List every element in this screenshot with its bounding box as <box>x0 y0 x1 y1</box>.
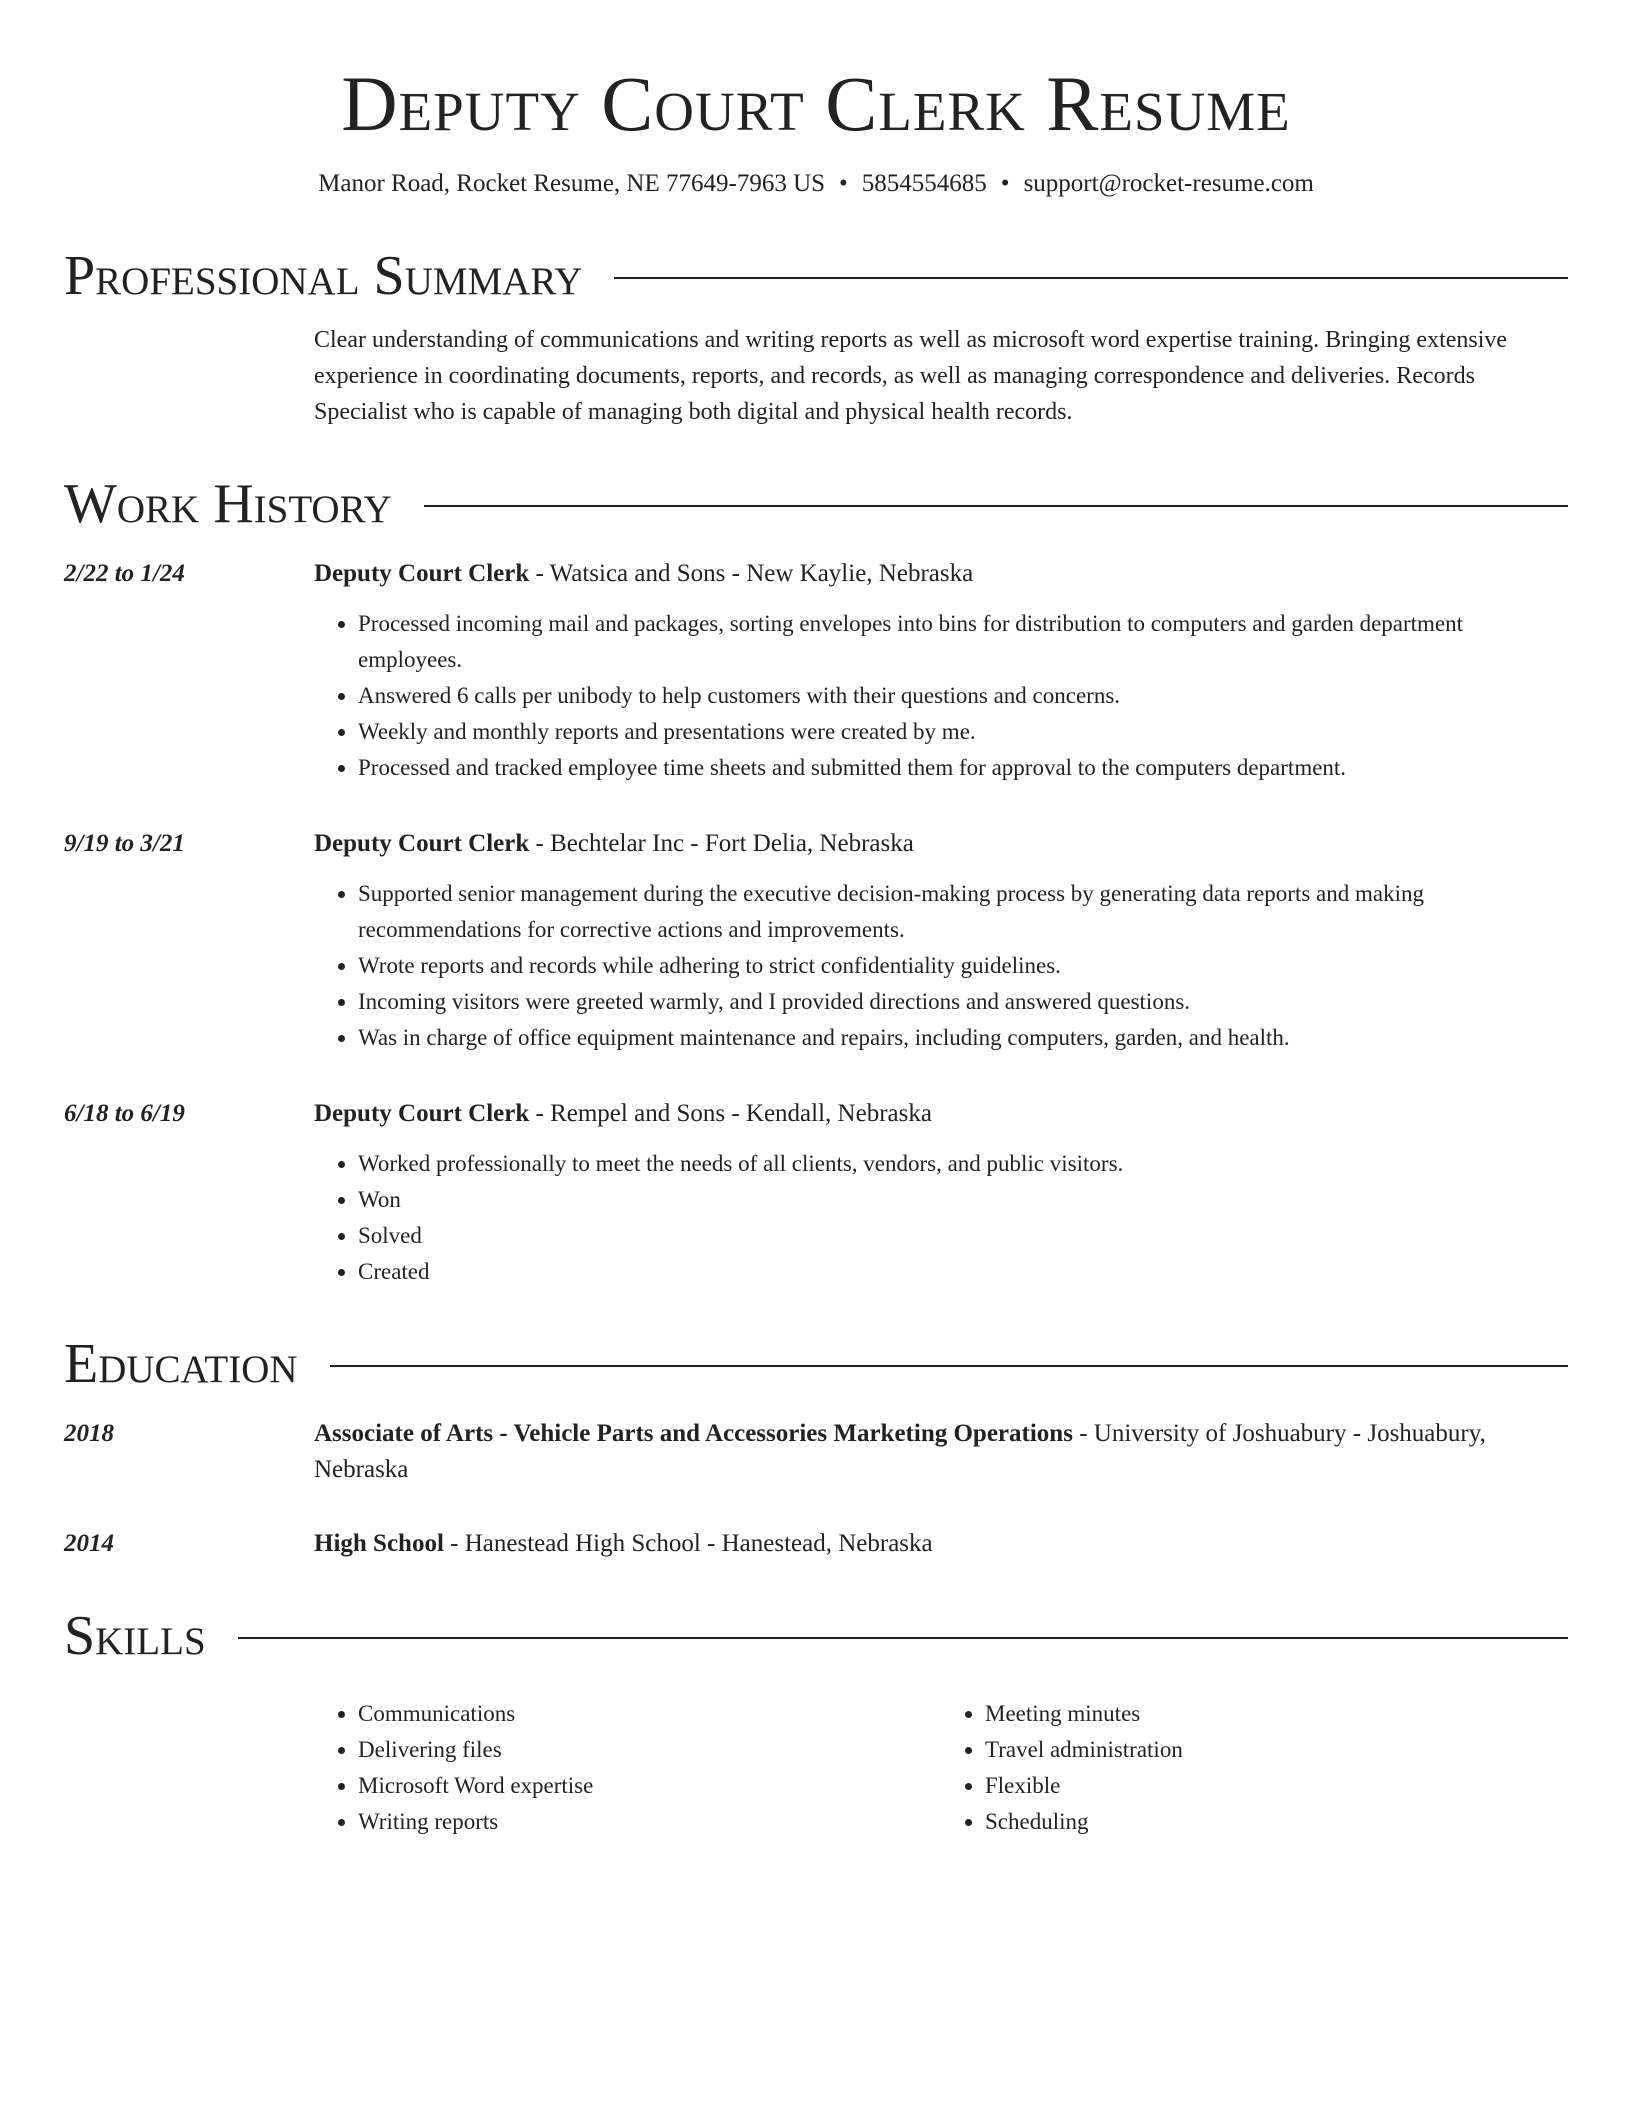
work-section-header <box>64 474 1568 534</box>
job-entry <box>64 826 1568 1056</box>
section-divider <box>238 1637 1568 1639</box>
job-title: Deputy Court Clerk <box>314 560 530 587</box>
contact-line <box>64 166 1568 202</box>
education-entry <box>64 1526 1568 1562</box>
education-details: - Hanestead High School - Hanestead, Nebraska <box>443 1530 933 1557</box>
job-content <box>314 826 1568 1056</box>
skills-section-header <box>64 1606 1568 1666</box>
education-year: 2014 <box>64 1530 114 1557</box>
skills-columns <box>314 1696 1568 1840</box>
skills-list-right <box>941 1696 1568 1840</box>
education-year: 2018 <box>64 1420 114 1447</box>
contact-email: support@rocket-resume.com <box>1023 170 1314 197</box>
job-content <box>314 1096 1568 1290</box>
job-bullet: • Supported senior management during the executive decision-making process by generating data reports and making recommendations for corrective actions and improvements. <box>358 876 1568 948</box>
job-dates: 6/18 to 6/19 <box>64 1100 185 1127</box>
job-bullet: • Wrote reports and records while adhering to strict confidentiality guidelines. <box>358 948 1568 984</box>
contact-address: Manor Road, Rocket Resume, NE 77649-7963 US <box>318 170 826 197</box>
education-degree: Associate of Arts - Vehicle Parts and Accessories Marketing Operations <box>314 1420 1073 1447</box>
job-header <box>314 556 1568 592</box>
section-divider <box>330 1365 1568 1367</box>
skills-spacer <box>64 1696 314 1840</box>
job-details: - Rempel and Sons - Kendall, Nebraska <box>529 1100 932 1127</box>
job-bullet: • Won <box>358 1182 1568 1218</box>
job-bullet: • Weekly and monthly reports and presentations were created by me. <box>358 714 1568 750</box>
education-heading: Education <box>64 1333 298 1395</box>
job-title: Deputy Court Clerk <box>314 830 530 857</box>
job-header <box>314 826 1568 862</box>
job-entry <box>64 556 1568 786</box>
summary-heading: Professional Summary <box>64 245 583 307</box>
job-bullet: • Answered 6 calls per unibody to help customers with their questions and concerns. <box>358 678 1568 714</box>
skill-item: • Travel administration <box>985 1732 1568 1768</box>
contact-phone: 5854554685 <box>861 170 987 197</box>
skills-heading: Skills <box>64 1605 206 1667</box>
education-content <box>314 1416 1568 1488</box>
job-details: - Bechtelar Inc - Fort Delia, Nebraska <box>529 830 914 857</box>
summary-row <box>64 322 1568 430</box>
job-bullets <box>314 1146 1568 1290</box>
job-content <box>314 556 1568 786</box>
education-section-header <box>64 1334 1568 1394</box>
job-entry <box>64 1096 1568 1290</box>
skill-item: • Delivering files <box>358 1732 941 1768</box>
job-bullet: • Worked professionally to meet the needs of all clients, vendors, and public visitors. <box>358 1146 1568 1182</box>
skill-item: • Communications <box>358 1696 941 1732</box>
job-header <box>314 1096 1568 1132</box>
job-dates: 9/19 to 3/21 <box>64 830 185 857</box>
section-divider <box>614 277 1568 279</box>
summary-text: Clear understanding of communications and writing reports as well as microsoft word expertise training. Bringing extensive experience in coordinating documents, reports, and records, as well as managing correspondence and deliveries. Records Specialist who is capable of managing both digital and physical health records. <box>314 327 1508 425</box>
job-bullet: • Was in charge of office equipment maintenance and repairs, including computers, garden, and health. <box>358 1020 1568 1056</box>
education-content <box>314 1526 1568 1562</box>
education-details: - University of Joshuabury - Joshuabury, Nebraska <box>314 1420 1486 1483</box>
job-bullet: • Processed incoming mail and packages, sorting envelopes into bins for distribution to computers and garden department employees. <box>358 606 1568 678</box>
job-bullet: • Incoming visitors were greeted warmly, and I provided directions and answered questions. <box>358 984 1568 1020</box>
skill-item: • Writing reports <box>358 1804 941 1840</box>
skill-item: • Scheduling <box>985 1804 1568 1840</box>
job-bullets <box>314 606 1568 786</box>
job-dates: 2/22 to 1/24 <box>64 560 185 587</box>
job-title: Deputy Court Clerk <box>314 1100 530 1127</box>
work-heading: Work History <box>64 473 392 535</box>
education-degree: High School <box>314 1530 444 1557</box>
skills-list-left <box>314 1696 941 1840</box>
education-entry <box>64 1416 1568 1488</box>
job-details: - Watsica and Sons - New Kaylie, Nebraska <box>529 560 974 587</box>
summary-spacer <box>64 322 314 430</box>
job-bullet: • Solved <box>358 1218 1568 1254</box>
job-bullets <box>314 876 1568 1056</box>
resume-title: Deputy Court Clerk Resume <box>341 60 1291 147</box>
skill-item: • Microsoft Word expertise <box>358 1768 941 1804</box>
job-bullet: • Created <box>358 1254 1568 1290</box>
section-divider <box>424 505 1568 507</box>
summary-section-header <box>64 246 1568 306</box>
skill-item: • Meeting minutes <box>985 1696 1568 1732</box>
contact-separator: • <box>839 170 848 197</box>
job-bullet: • Processed and tracked employee time sheets and submitted them for approval to the computers department. <box>358 750 1568 786</box>
skill-item: • Flexible <box>985 1768 1568 1804</box>
skills-row <box>64 1696 1568 1840</box>
contact-separator: • <box>1000 170 1010 197</box>
